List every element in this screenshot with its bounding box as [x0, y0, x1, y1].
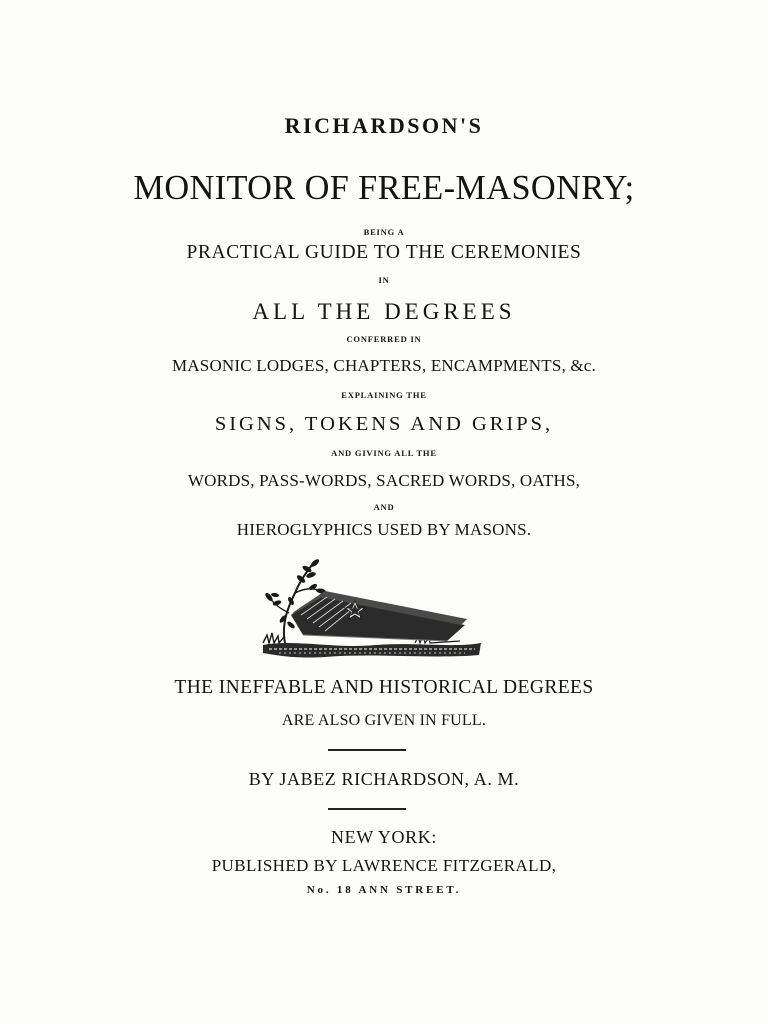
masonic-lodges-line: MASONIC LODGES, CHAPTERS, ENCAMPMENTS, &c. — [172, 356, 596, 375]
author-possessive-heading: RICHARDSON'S — [284, 113, 484, 138]
practical-guide-line: PRACTICAL GUIDE TO THE CEREMONIES — [186, 242, 582, 263]
main-title: MONITOR OF FREE-MASONRY; — [133, 168, 635, 207]
imprint-city: NEW YORK: — [331, 827, 437, 847]
signs-tokens-grips-line: SIGNS, TOKENS AND GRIPS, — [214, 413, 554, 435]
divider-rule-upper — [328, 749, 406, 751]
in-connector: IN — [378, 275, 390, 285]
all-the-degrees-line: ALL THE DEGREES — [252, 299, 516, 324]
imprint-publisher: PUBLISHED BY LAWRENCE FITZGERALD, — [211, 856, 557, 875]
ineffable-degrees-line: THE INEFFABLE AND HISTORICAL DEGREES — [174, 677, 594, 698]
explaining-the-connector: EXPLAINING THE — [341, 390, 427, 400]
words-passwords-line: WORDS, PASS-WORDS, SACRED WORDS, OATHS, — [187, 471, 581, 490]
and-giving-all-the-connector: AND GIVING ALL THE — [331, 448, 437, 458]
being-a-connector: BEING A — [363, 227, 405, 237]
author-byline: BY JABEZ RICHARDSON, A. M. — [248, 769, 520, 789]
imprint-address: No. 18 ANN STREET. — [306, 884, 462, 896]
divider-rule-lower — [328, 808, 406, 810]
hieroglyphics-line: HIEROGLYPHICS USED BY MASONS. — [236, 520, 532, 539]
and-connector: AND — [373, 502, 395, 512]
conferred-in-connector: CONFERRED IN — [346, 334, 422, 344]
given-in-full-line: ARE ALSO GIVEN IN FULL. — [281, 712, 487, 729]
coffin-with-acacia-sprig-icon — [255, 553, 487, 665]
